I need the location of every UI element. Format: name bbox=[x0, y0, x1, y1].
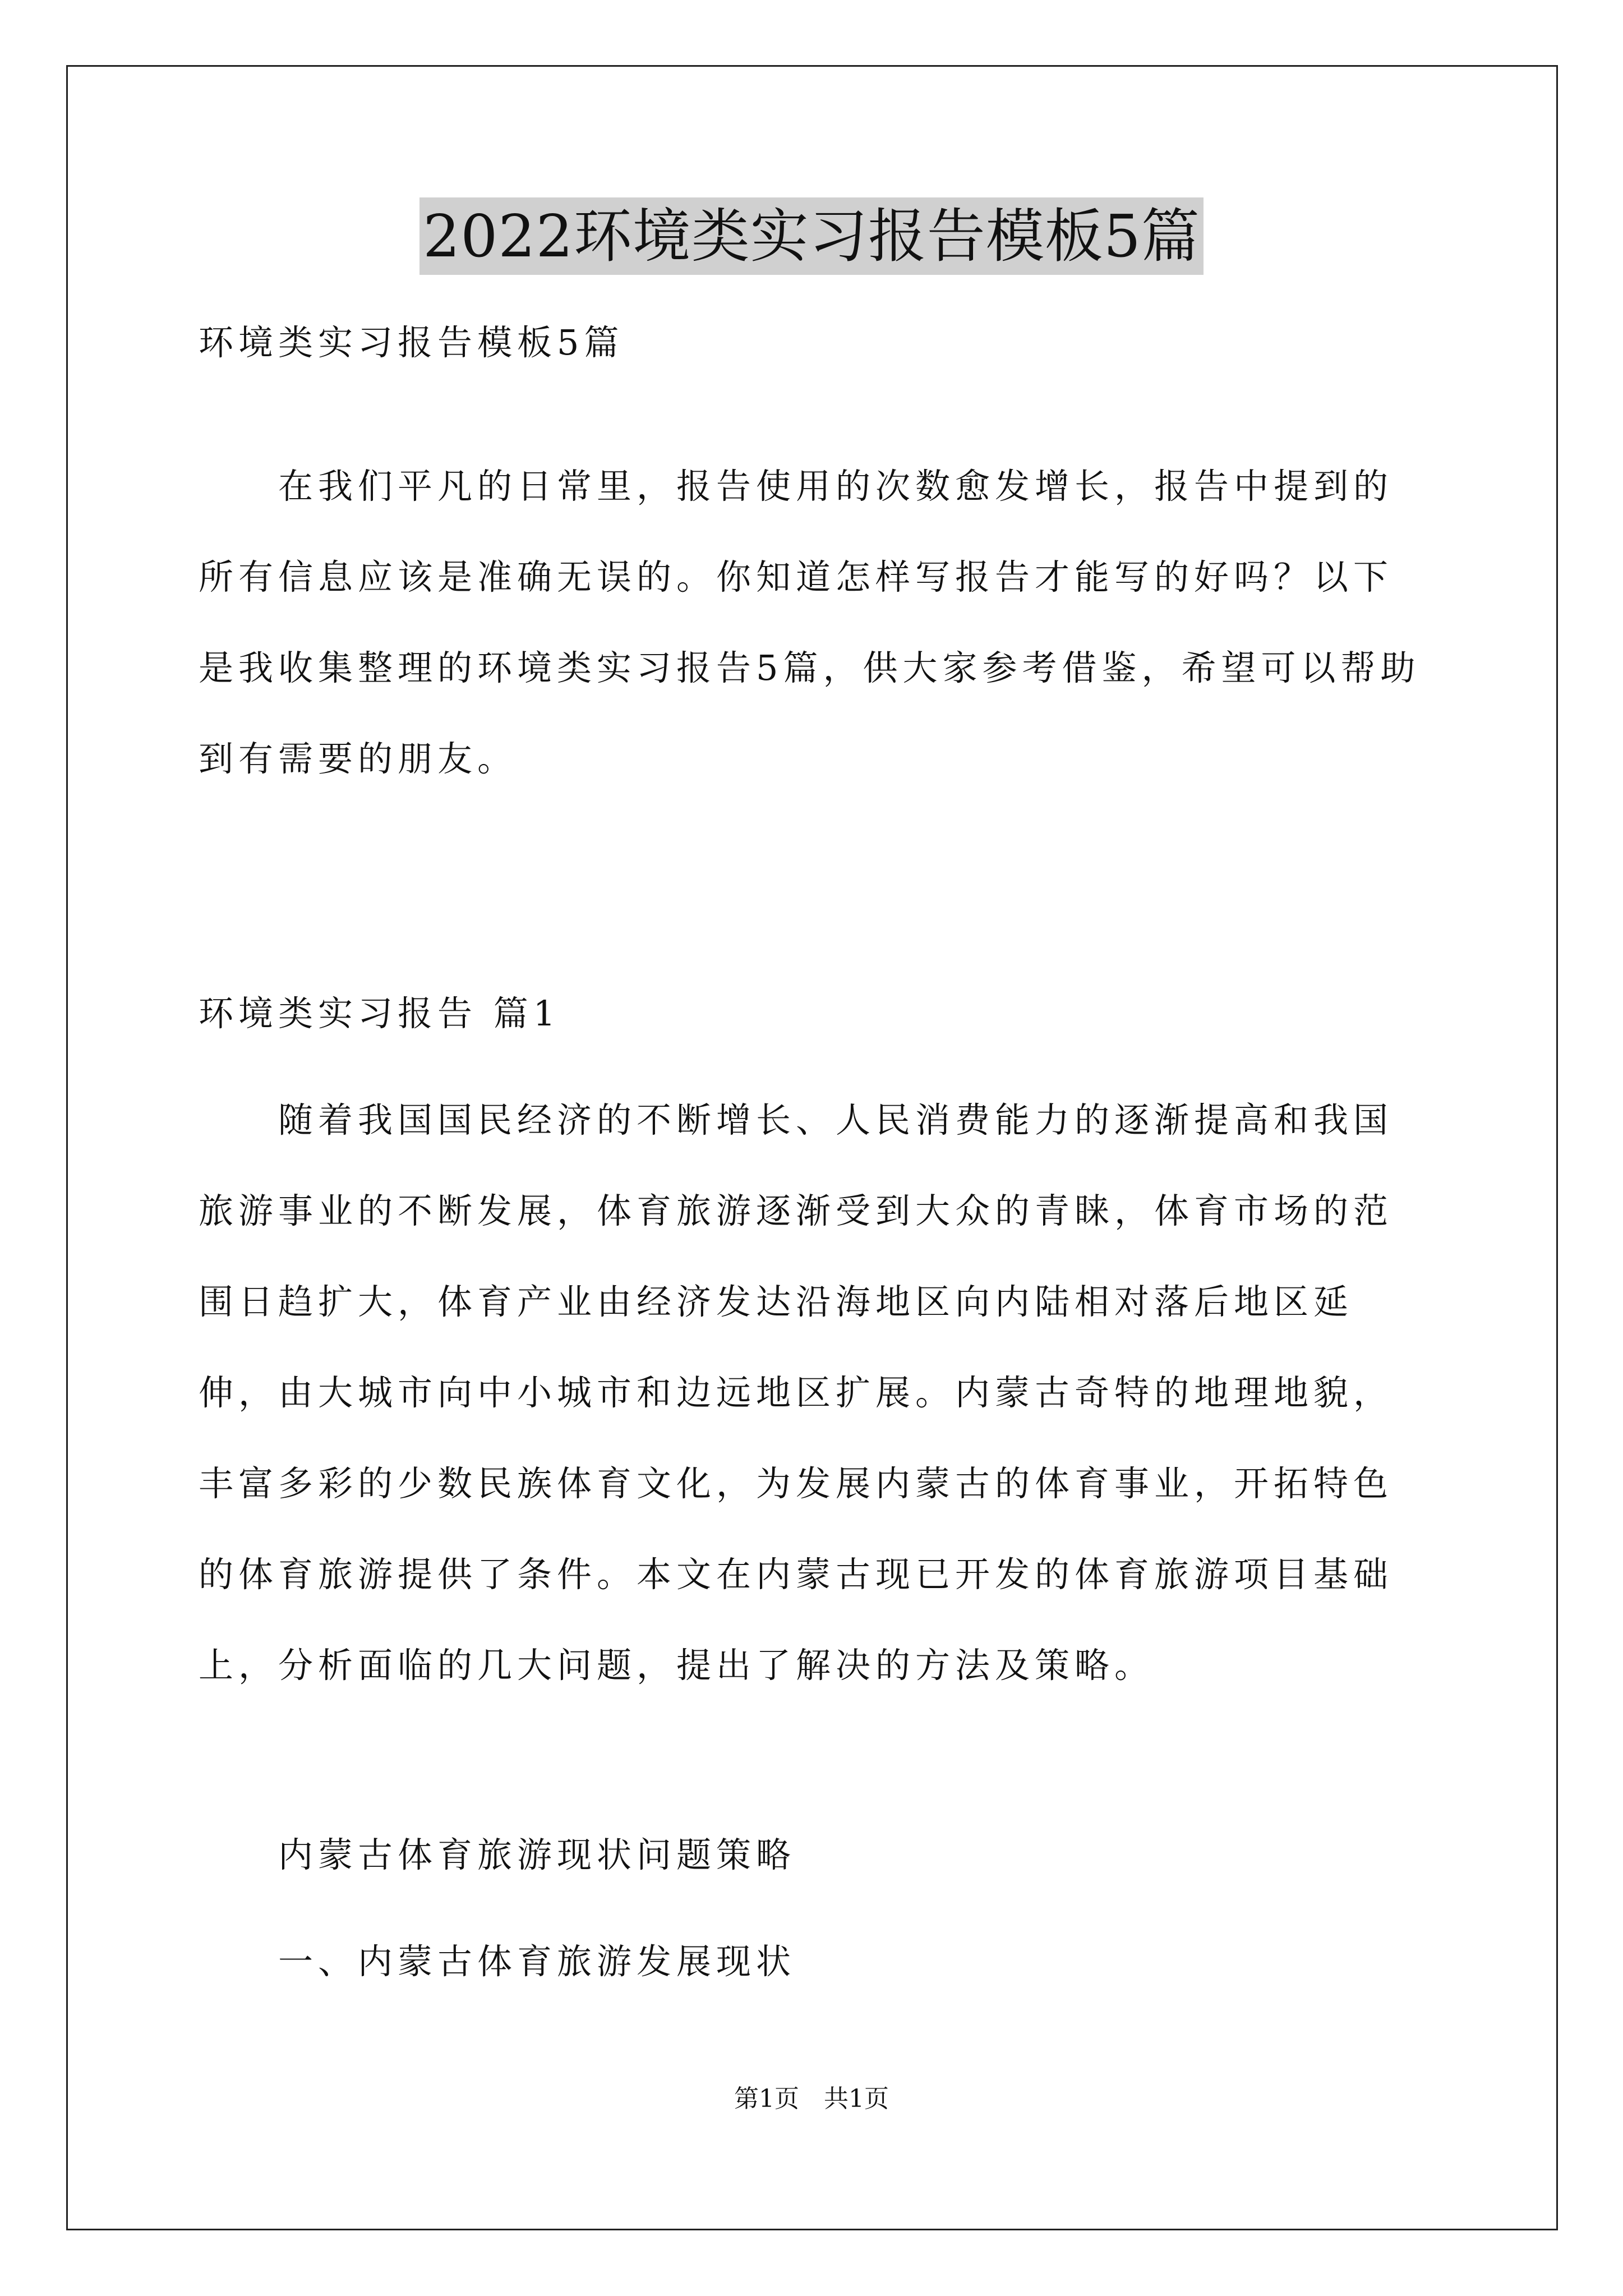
intro-paragraph: 在我们平凡的日常里，报告使用的次数愈发增长，报告中提到的所有信息应该是准确无误的。你知道怎样写报告才能写的好吗？以下是我收集整理的环境类实习报告5篇，供大家参考借鉴，希望可以帮助到有需要的朋友。 bbox=[199, 466, 1421, 779]
title-container bbox=[0, 197, 1623, 275]
section-1-title: 环境类实习报告 篇1 bbox=[199, 993, 561, 1034]
page-footer: 第1页 共1页 bbox=[734, 2085, 889, 2113]
document-subtitle: 环境类实习报告模板5篇 bbox=[199, 322, 624, 363]
document-title: 2022环境类实习报告模板5篇 bbox=[419, 197, 1204, 275]
subheading-strategy: 内蒙古体育旅游现状问题策略 bbox=[278, 1834, 796, 1875]
section-1-body: 随着我国国民经济的不断增长、人民消费能力的逐渐提高和我国旅游事业的不断发展，体育旅游逐渐受到大众的青睐，体育市场的范围日趋扩大，体育产业由经济发达沿海地区向内陆相对落后地区延伸，由大城市向中小城市和边远地区扩展。内蒙古奇特的地理地貌，丰富多彩的少数民族体育文化，为发展内蒙古的体育事业，开拓特色的体育旅游提供了条件。本文在内蒙古现已开发的体育旅游项目基础上，分析面临的几大问题，提出了解决的方法及策略。 bbox=[199, 1099, 1394, 1686]
subheading-current-status: 一、内蒙古体育旅游发展现状 bbox=[278, 1941, 796, 1982]
